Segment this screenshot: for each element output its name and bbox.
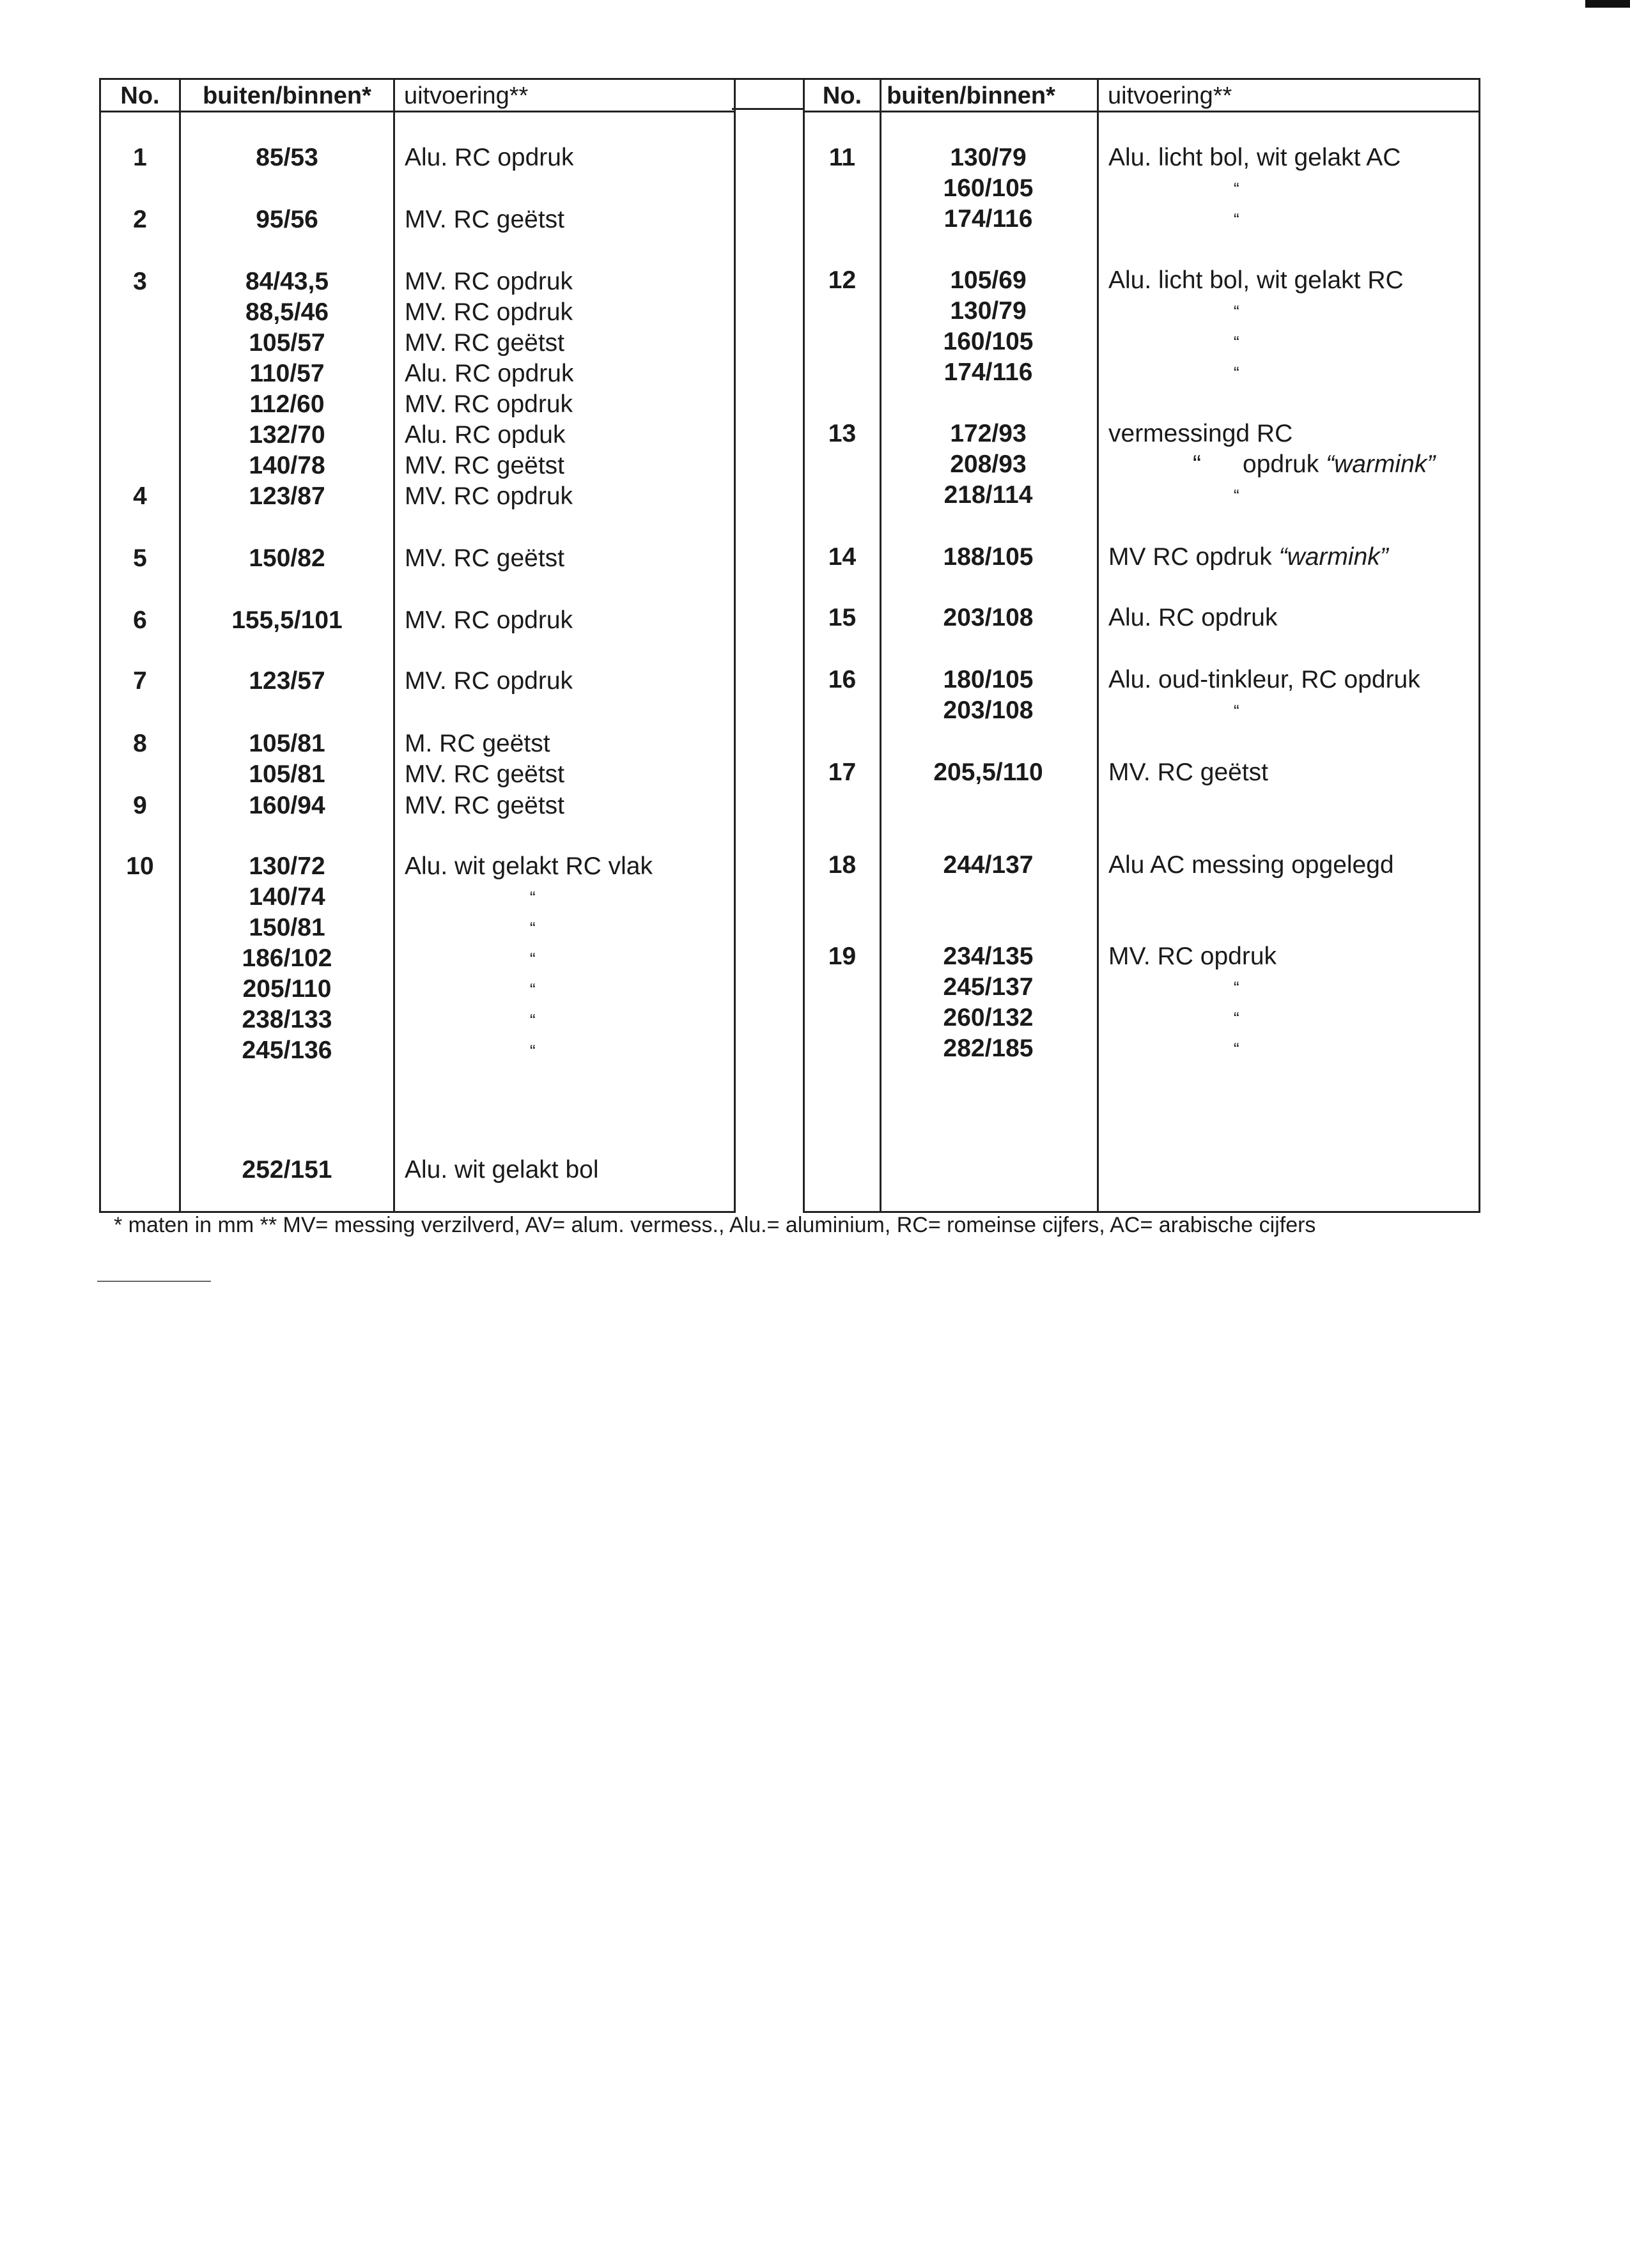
finish-description: Alu. RC opdruk <box>1108 604 1278 631</box>
dimension-value: 203/108 <box>943 604 1034 631</box>
dimension-value: 174/116 <box>943 359 1033 386</box>
item-number: 4 <box>133 482 147 510</box>
dimension-value: 186/102 <box>242 945 332 972</box>
dimension-value: 172/93 <box>950 420 1027 447</box>
dimension-value: 160/105 <box>943 174 1034 202</box>
item-number: 19 <box>828 943 857 970</box>
finish-description: “ <box>530 1010 536 1030</box>
finish-description: MV. RC geëtst <box>405 760 564 788</box>
finish-description: “ <box>530 888 536 907</box>
finish-description: MV. RC geëtst <box>405 452 564 479</box>
dimension-value: 205/110 <box>242 975 332 1003</box>
dimension-value: 105/69 <box>950 266 1027 294</box>
item-number: 10 <box>126 852 154 880</box>
header-size: buiten/binnen* <box>203 82 371 109</box>
finish-description: MV. RC opdruk <box>1108 943 1277 970</box>
item-number: 18 <box>828 851 857 879</box>
dimension-value: 245/136 <box>242 1037 332 1064</box>
item-number: 15 <box>828 604 857 631</box>
finish-description: “ <box>1234 1008 1239 1028</box>
finish-description: “ <box>1234 701 1239 720</box>
right-table <box>803 78 1480 1213</box>
dimension-value: 155,5/101 <box>231 606 343 634</box>
dimension-value: 105/57 <box>249 329 325 357</box>
finish-description: “ <box>530 918 536 937</box>
finish-description: MV. RC geëtst <box>1108 759 1268 786</box>
header-size: buiten/binnen* <box>887 82 1055 109</box>
dimension-value: 84/43,5 <box>245 268 329 295</box>
finish-description: “ <box>1234 363 1239 382</box>
dimension-value: 160/105 <box>943 328 1034 355</box>
dimension-value: 180/105 <box>943 666 1034 693</box>
maker-name: “warmink” <box>1326 451 1436 478</box>
finish-description: “ <box>530 949 536 968</box>
dimension-value: 112/60 <box>249 390 325 418</box>
finish-description: “ opdruk “warmink” <box>1193 451 1436 478</box>
finish-description: Alu. licht bol, wit gelakt RC <box>1108 266 1404 294</box>
dimension-value: 140/78 <box>249 452 325 479</box>
dimension-value: 203/108 <box>943 697 1034 724</box>
dimension-value: 150/82 <box>249 544 325 572</box>
item-number: 6 <box>133 606 147 634</box>
footnote-rule <box>97 1281 211 1282</box>
dimension-value: 110/57 <box>249 360 325 387</box>
finish-description: MV. RC opdruk <box>405 667 573 695</box>
dimension-value: 238/133 <box>242 1006 332 1033</box>
gap-header-cell <box>732 78 803 110</box>
finish-description: “ <box>530 1041 536 1060</box>
finish-description: MV. RC opdruk <box>405 268 573 295</box>
dimension-value: 105/81 <box>249 730 325 757</box>
finish-description: “ <box>1234 1039 1239 1058</box>
item-number: 2 <box>133 206 147 233</box>
dimension-value: 130/79 <box>950 144 1027 171</box>
finish-description: MV. RC opdruk <box>405 298 573 326</box>
dimension-value: 160/94 <box>249 792 325 819</box>
finish-description: Alu. oud-tinkleur, RC opdruk <box>1108 666 1420 693</box>
dimension-value: 205,5/110 <box>933 759 1043 786</box>
dimension-value: 130/79 <box>950 297 1027 325</box>
dimension-value: 130/72 <box>249 852 325 880</box>
item-number: 16 <box>828 666 857 693</box>
item-number: 9 <box>133 792 147 819</box>
item-number: 3 <box>133 268 147 295</box>
dimension-value: 140/74 <box>249 883 325 911</box>
finish-description: “ <box>1234 210 1239 229</box>
finish-description: MV. RC geëtst <box>405 206 564 233</box>
item-number: 5 <box>133 544 147 572</box>
finish-description: Alu. licht bol, wit gelakt AC <box>1108 144 1401 171</box>
finish-description: MV. RC opdruk <box>405 606 573 634</box>
finish-description: Alu. wit gelakt RC vlak <box>405 852 653 880</box>
finish-description: Alu AC messing opgelegd <box>1108 851 1394 879</box>
item-number: 12 <box>828 266 857 294</box>
finish-description: MV. RC geëtst <box>405 792 564 819</box>
scan-edge-mark <box>1585 0 1630 8</box>
finish-description: MV RC opdruk “warmink” <box>1108 543 1388 571</box>
dimension-value: 123/57 <box>249 667 325 695</box>
left-table <box>99 78 736 1213</box>
dimension-value: 95/56 <box>256 206 318 233</box>
item-number: 1 <box>133 144 147 171</box>
finish-description: “ <box>1234 486 1239 505</box>
dimension-value: 252/151 <box>242 1156 332 1184</box>
dimension-value: 188/105 <box>943 543 1034 571</box>
finish-description: M. RC geëtst <box>405 730 550 757</box>
dimension-value: 88,5/46 <box>245 298 329 326</box>
finish-description: “ <box>530 980 536 999</box>
item-number: 17 <box>828 759 857 786</box>
dimension-value: 260/132 <box>943 1004 1034 1031</box>
item-number <box>101 1155 179 1185</box>
header-no: No. <box>822 82 862 109</box>
finish-description: “ <box>1234 332 1239 351</box>
dimension-value: 150/81 <box>249 914 325 941</box>
item-number: 7 <box>133 667 147 695</box>
finish-description: “ <box>1234 302 1239 321</box>
finish-description: MV. RC geëtst <box>405 544 564 572</box>
footnote: * maten in mm ** MV= messing verzilverd, AV= alum. vermess., Alu.= aluminium, RC= romeinse cijfers, AC= arabische cijfers <box>114 1213 1316 1237</box>
dimension-value: 208/93 <box>950 451 1027 478</box>
item-number: 13 <box>828 420 857 447</box>
dimension-value: 218/114 <box>943 481 1033 509</box>
header-no: No. <box>120 82 160 109</box>
dimension-value: 123/87 <box>249 482 325 510</box>
finish-description: “ <box>1234 179 1239 198</box>
dimension-value: 85/53 <box>256 144 318 171</box>
item-number: 14 <box>828 543 857 571</box>
finish-description: Alu. RC opdruk <box>405 144 574 171</box>
finish-description: MV. RC geëtst <box>405 329 564 357</box>
finish-description: vermessingd RC <box>1108 420 1293 447</box>
dimension-value: 174/116 <box>943 205 1033 233</box>
finish-description: “ <box>1234 978 1239 997</box>
dimension-value: 132/70 <box>249 421 325 449</box>
finish-description: Alu. RC opduk <box>405 421 566 449</box>
dimension-value: 105/81 <box>249 760 325 788</box>
item-number: 8 <box>133 730 147 757</box>
header-finish: uitvoering** <box>404 82 529 109</box>
item-number: 11 <box>828 144 856 171</box>
dimension-value: 282/185 <box>943 1035 1034 1062</box>
dimension-value: 234/135 <box>943 943 1034 970</box>
maker-name: “warmink” <box>1278 543 1388 571</box>
dimension-value: 244/137 <box>943 851 1034 879</box>
header-finish: uitvoering** <box>1108 82 1232 109</box>
finish-description: MV. RC opdruk <box>405 482 573 510</box>
finish-description: MV. RC opdruk <box>405 390 573 418</box>
dimension-value: 245/137 <box>943 973 1034 1001</box>
finish-description: Alu. RC opdruk <box>405 360 574 387</box>
finish-description: Alu. wit gelakt bol <box>405 1156 599 1184</box>
